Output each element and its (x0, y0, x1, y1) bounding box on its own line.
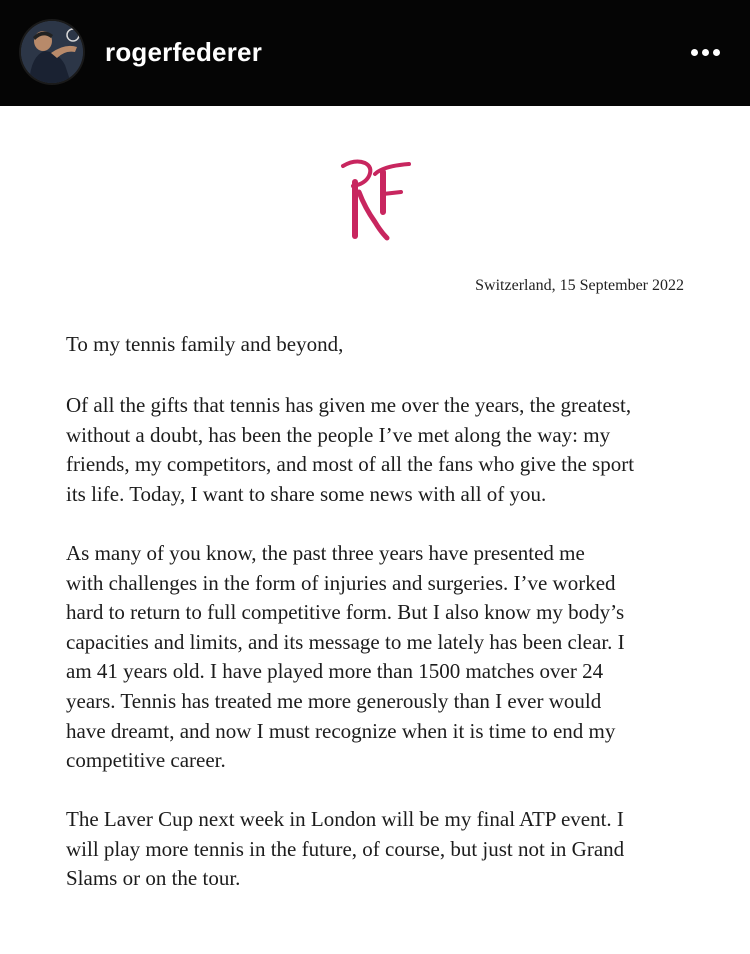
more-options-icon[interactable] (688, 44, 724, 62)
avatar-photo (21, 21, 83, 83)
username[interactable]: rogerfederer (105, 37, 263, 67)
avatar[interactable] (21, 21, 83, 83)
rf-logo-icon (335, 156, 415, 244)
post-header (0, 0, 750, 106)
letter-paragraph-2: As many of you know, the past three years have presented me with challenges in the form of injuries and surgeries. I’ve worked hard to return to full competitive form. But I also know my body’s capacities and limits, and its message to me lately has been clear. I am 41 years old. I have played more than 1500 matches over 24 years. Tennis has treated me more generously than I ever would have dreamt, and now I must recognize when it is time to end my competitive career. (66, 541, 625, 773)
letter-greeting: To my tennis family and beyond, (66, 332, 344, 356)
letter-paragraph-3: The Laver Cup next week in London will be my final ATP event. I will play more tennis in the future, of course, but just not in Grand Slams or on the tour. (66, 807, 625, 891)
letter-paragraph-1: Of all the gifts that tennis has given me over the years, the greatest, without a doubt, has been the people I’ve met along the way: my friends, my competitors, and most of all the fans who give the sport its life. Today, I want to share some news with all of you. (66, 393, 635, 506)
letter-date: Switzerland, 15 September 2022 (475, 277, 684, 294)
